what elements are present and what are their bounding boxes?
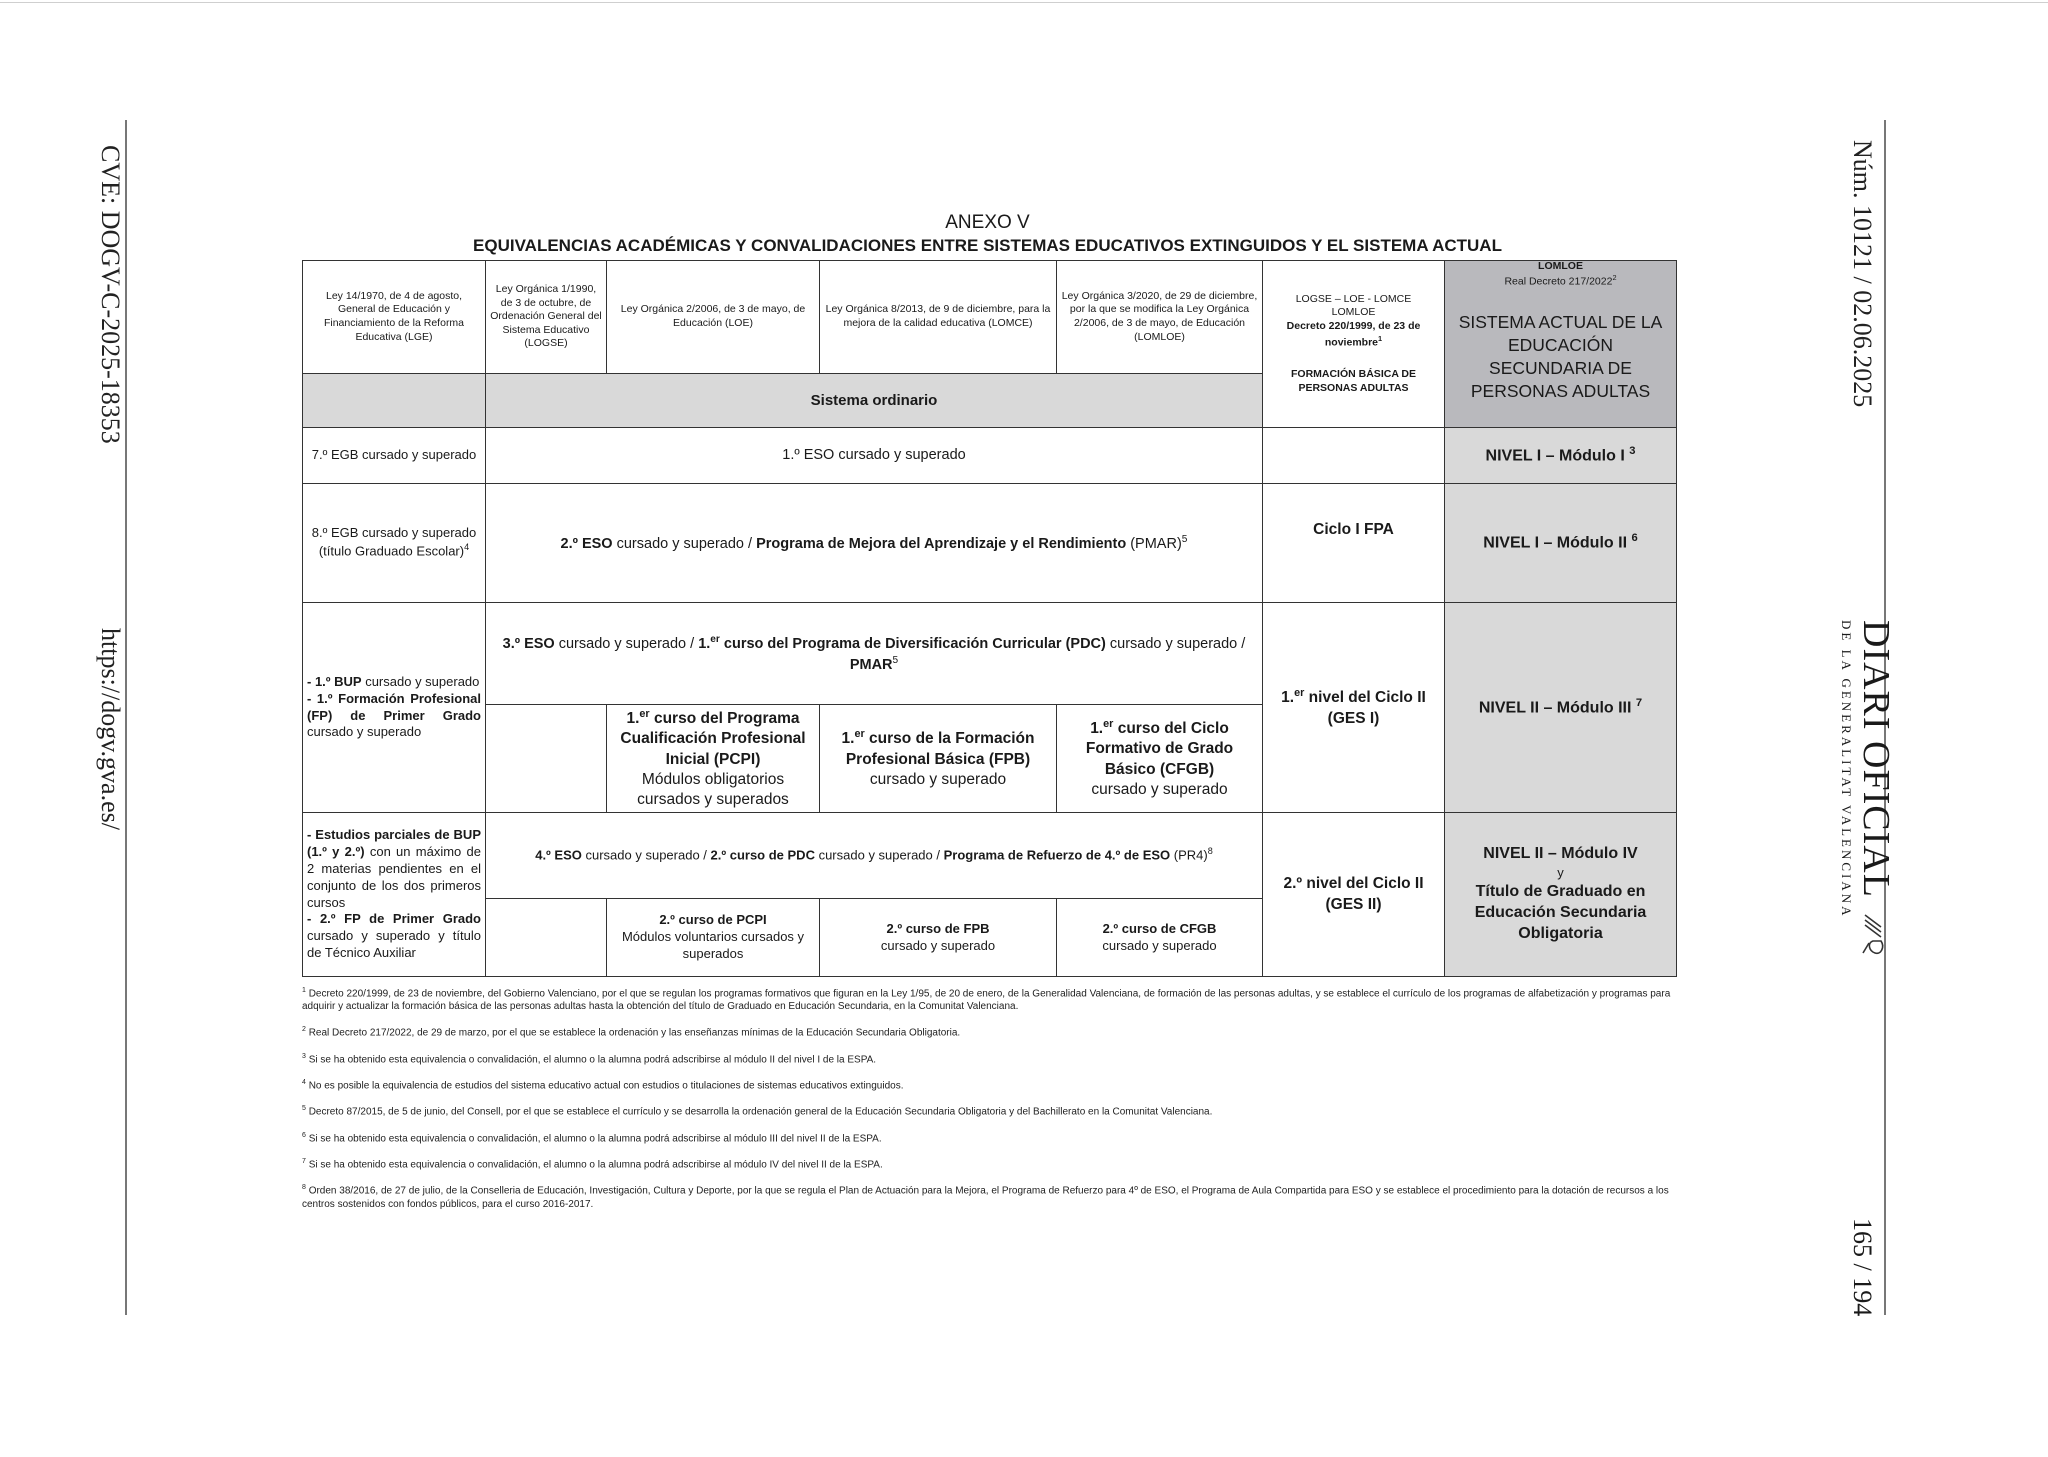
journal-logo-icon — [1854, 913, 1892, 959]
r4-logse-blank — [486, 899, 607, 977]
footnote: $^5$ Decreto 87/2015, de 5 de junio, del Consell, por el que se establece el currículo y se desarrolla la ordenación general de la Educación Secundaria Obligatoria y del Bachillerato en la Comunitat Valenciana. — [302, 1105, 1213, 1118]
r3-ordinary-system: 3.º ESO cursado y superado / 1.$^{er}$ curso del Programa de Diversificación Curricular (PDC) cursado y superado / PMAR$^5$ — [486, 603, 1263, 705]
footnotes — [302, 986, 1678, 1223]
annex-title: ANEXO V — [945, 212, 1030, 233]
header-lge-blank — [303, 374, 486, 428]
cve-code: CVE: DOGV-C-2025-18353 — [96, 145, 125, 444]
dogv-url[interactable]: https://dogv.gva.es/ — [96, 628, 125, 830]
r4-level: NIVEL II – Módulo IV y Título de Graduado en Educación Secundaria Obligatoria — [1445, 813, 1677, 977]
left-margin-rule — [125, 120, 127, 1315]
r4-cfgb: 2.º curso de CFGB cursado y superado — [1057, 899, 1263, 977]
r3-logse-blank — [486, 705, 607, 813]
footnote: $^3$ Si se ha obtenido esta equivalencia o convalidación, el alumno o la alumna podrá adscribirse al módulo II del nivel I de la ESPA. — [302, 1052, 877, 1065]
equivalence-table — [302, 260, 1677, 977]
footnote: $^2$ Real Decreto 217/2022, de 29 de marzo, por el que se establece la ordenación y las enseñanzas mínimas de la Educación Secundaria Obligatoria. — [302, 1026, 961, 1039]
top-border-line — [0, 2, 2048, 3]
adult-basic-training: FORMACIÓN BÁSICA DE PERSONAS ADULTAS — [1290, 367, 1417, 394]
journal-subtitle: DE LA GENERALITAT VALENCIANA — [1838, 620, 1854, 919]
r2-old-system: 8.º EGB cursado y superado (título Graduado Escolar)$^4$ — [303, 484, 486, 603]
table-row — [303, 603, 1677, 705]
header-logse: Ley Orgánica 1/1990, de 3 de octubre, de Ordenación General del Sistema Educativo (LOGSE) — [486, 261, 607, 374]
footnote: $^4$ No es posible la equivalencia de estudios del sistema educativo actual con estudios o titulaciones de sistemas educativos extinguidos. — [302, 1078, 904, 1092]
r1-ordinary-system: 1.º ESO cursado y superado — [486, 428, 1263, 484]
r3-old-system: - 1.º BUP cursado y superado - 1.º Formación Profesional (FP) de Primer Grado cursado y superado — [303, 603, 486, 813]
header-row — [303, 261, 1677, 374]
footnote: $^1$ Decreto 220/1999, de 23 de noviembre, del Gobierno Valenciano, por el que se regulan los programas formativos que figuran en la Ley 1/95, de 20 de enero, de la Generalidad Valenciana, de formación de las personas adultas, y se establece el currículo de los programas de alfabetización y programas para adquirir y actualizar la formación básica de las personas adultas hasta la obtención del título de Graduado en Educación Secundaria, en la Comunitat Valenciana. — [302, 987, 1671, 1013]
r4-pcpi: 2.º curso de PCPI Módulos voluntarios cursados y superados — [607, 899, 820, 977]
current-system-title: SISTEMA ACTUAL DE LA EDUCACIÓN SECUNDARIA DE PERSONAS ADULTAS — [1458, 312, 1663, 401]
current-decree: Real Decreto 217/2022 — [1504, 275, 1613, 288]
table-row — [303, 428, 1677, 484]
issue-number: Núm. 10121 / 02.06.2025 — [1848, 140, 1877, 408]
r3-fpb: 1.$^{er}$ curso de la Formación Profesional Básica (FPB) cursado y superado — [820, 705, 1057, 813]
footnote: $^6$ Si se ha obtenido esta equivalencia o convalidación, el alumno o la alumna podrá adscribirse al módulo III del nivel II de la ESPA. — [302, 1131, 882, 1144]
header-lomce: Ley Orgánica 8/2013, de 9 de diciembre, para la mejora de la calidad educativa (LOMCE) — [820, 261, 1057, 374]
r3-cfgb: 1.$^{er}$ curso del Ciclo Formativo de Grado Básico (CFGB) cursado y superado — [1057, 705, 1263, 813]
header-loe: Ley Orgánica 2/2006, de 3 de mayo, de Educación (LOE) — [607, 261, 820, 374]
adult-decree: Decreto 220/1999, de 23 de noviembre — [1286, 320, 1421, 349]
r4-old-system: - Estudios parciales de BUP (1.º y 2.º) con un máximo de 2 materias pendientes en el conjunto de los dos primeros cursos - 2.º FP de Primer Grado cursado y superado y título de Técnico Auxiliar — [303, 813, 486, 977]
footnote: $^7$ Si se ha obtenido esta equivalencia o convalidación, el alumno o la alumna podrá adscribirse al módulo IV del nivel II de la ESPA. — [302, 1157, 883, 1171]
annex-subtitle: EQUIVALENCIAS ACADÉMICAS Y CONVALIDACIONES ENTRE SISTEMAS EDUCATIVOS EXTINGUIDOS Y EL SISTEMA ACTUAL — [473, 236, 1502, 255]
table-row — [303, 484, 1677, 603]
adult-law: LOGSE – LOE - LOMCE — [1295, 292, 1412, 305]
r1-old-system: 7.º EGB cursado y superado — [303, 428, 486, 484]
header-lge: Ley 14/1970, de 4 de agosto, General de Educación y Financiamiento de la Reforma Educativa (LGE) — [303, 261, 486, 374]
sistema-ordinario-label: Sistema ordinario — [486, 374, 1263, 428]
current-law: LOMLOE — [1538, 259, 1583, 272]
header-current-system: LOMLOE Real Decreto 217/2022$^2$ SISTEMA ACTUAL DE LA EDUCACIÓN SECUNDARIA DE PERSONAS ADULTAS — [1445, 261, 1677, 428]
r4-fpb: 2.º curso de FPB cursado y superado — [820, 899, 1057, 977]
r2-ordinary-system: 2.º ESO cursado y superado / Programa de Mejora del Aprendizaje y el Rendimiento (PMAR)$^5$ — [486, 484, 1263, 603]
r4-ordinary-system: 4.º ESO cursado y superado / 2.º curso de PDC cursado y superado / Programa de Refuerzo de 4.º de ESO $(PR4)^8$ — [486, 813, 1263, 899]
r1-adult — [1263, 428, 1445, 484]
header-adult-education: LOGSE – LOE - LOMCE LOMLOE Decreto 220/1999, de 23 de noviembre$^1$ FORMACIÓN BÁSICA DE PERSONAS ADULTAS — [1263, 261, 1445, 428]
footnote: $^8$ Orden 38/2016, de 27 de julio, de la Conselleria de Educación, Investigación, Cultura y Deporte, por la que se regula el Plan de Actuación para la Mejora, el Programa de Refuerzo para 4º de ESO, el Programa de Aula Compartida para ESO y se establece el procedimiento para la dotación de recursos a los centros sostenidos con fondos públicos, para el curso 2016-2017. — [302, 1184, 1669, 1210]
r2-adult: Ciclo I FPA — [1263, 484, 1445, 603]
adult-law-2: LOMLOE — [1331, 306, 1376, 319]
r4-adult: 2.º nivel del Ciclo II (GES II) — [1263, 813, 1445, 977]
table-row — [303, 813, 1677, 899]
page-number: 165 / 194 — [1848, 1218, 1877, 1317]
journal-masthead — [1838, 620, 1895, 959]
r1-level: NIVEL I – Módulo I $^3$ — [1445, 428, 1677, 484]
r3-pcpi: 1.$^{er}$ curso del Programa Cualificación Profesional Inicial (PCPI) Módulos obligatorios cursados y superados — [607, 705, 820, 813]
header-lomloe: Ley Orgánica 3/2020, de 29 de diciembre, por la que se modifica la Ley Orgánica 2/2006, de 3 de mayo, de Educación (LOMLOE) — [1057, 261, 1263, 374]
journal-name: DIARI OFICIAL — [1854, 620, 1895, 959]
r2-level: NIVEL I – Módulo II $^6$ — [1445, 484, 1677, 603]
r3-adult: 1.$^{er}$ nivel del Ciclo II (GES I) — [1263, 603, 1445, 813]
r3-level: NIVEL II – Módulo III $^7$ — [1445, 603, 1677, 813]
